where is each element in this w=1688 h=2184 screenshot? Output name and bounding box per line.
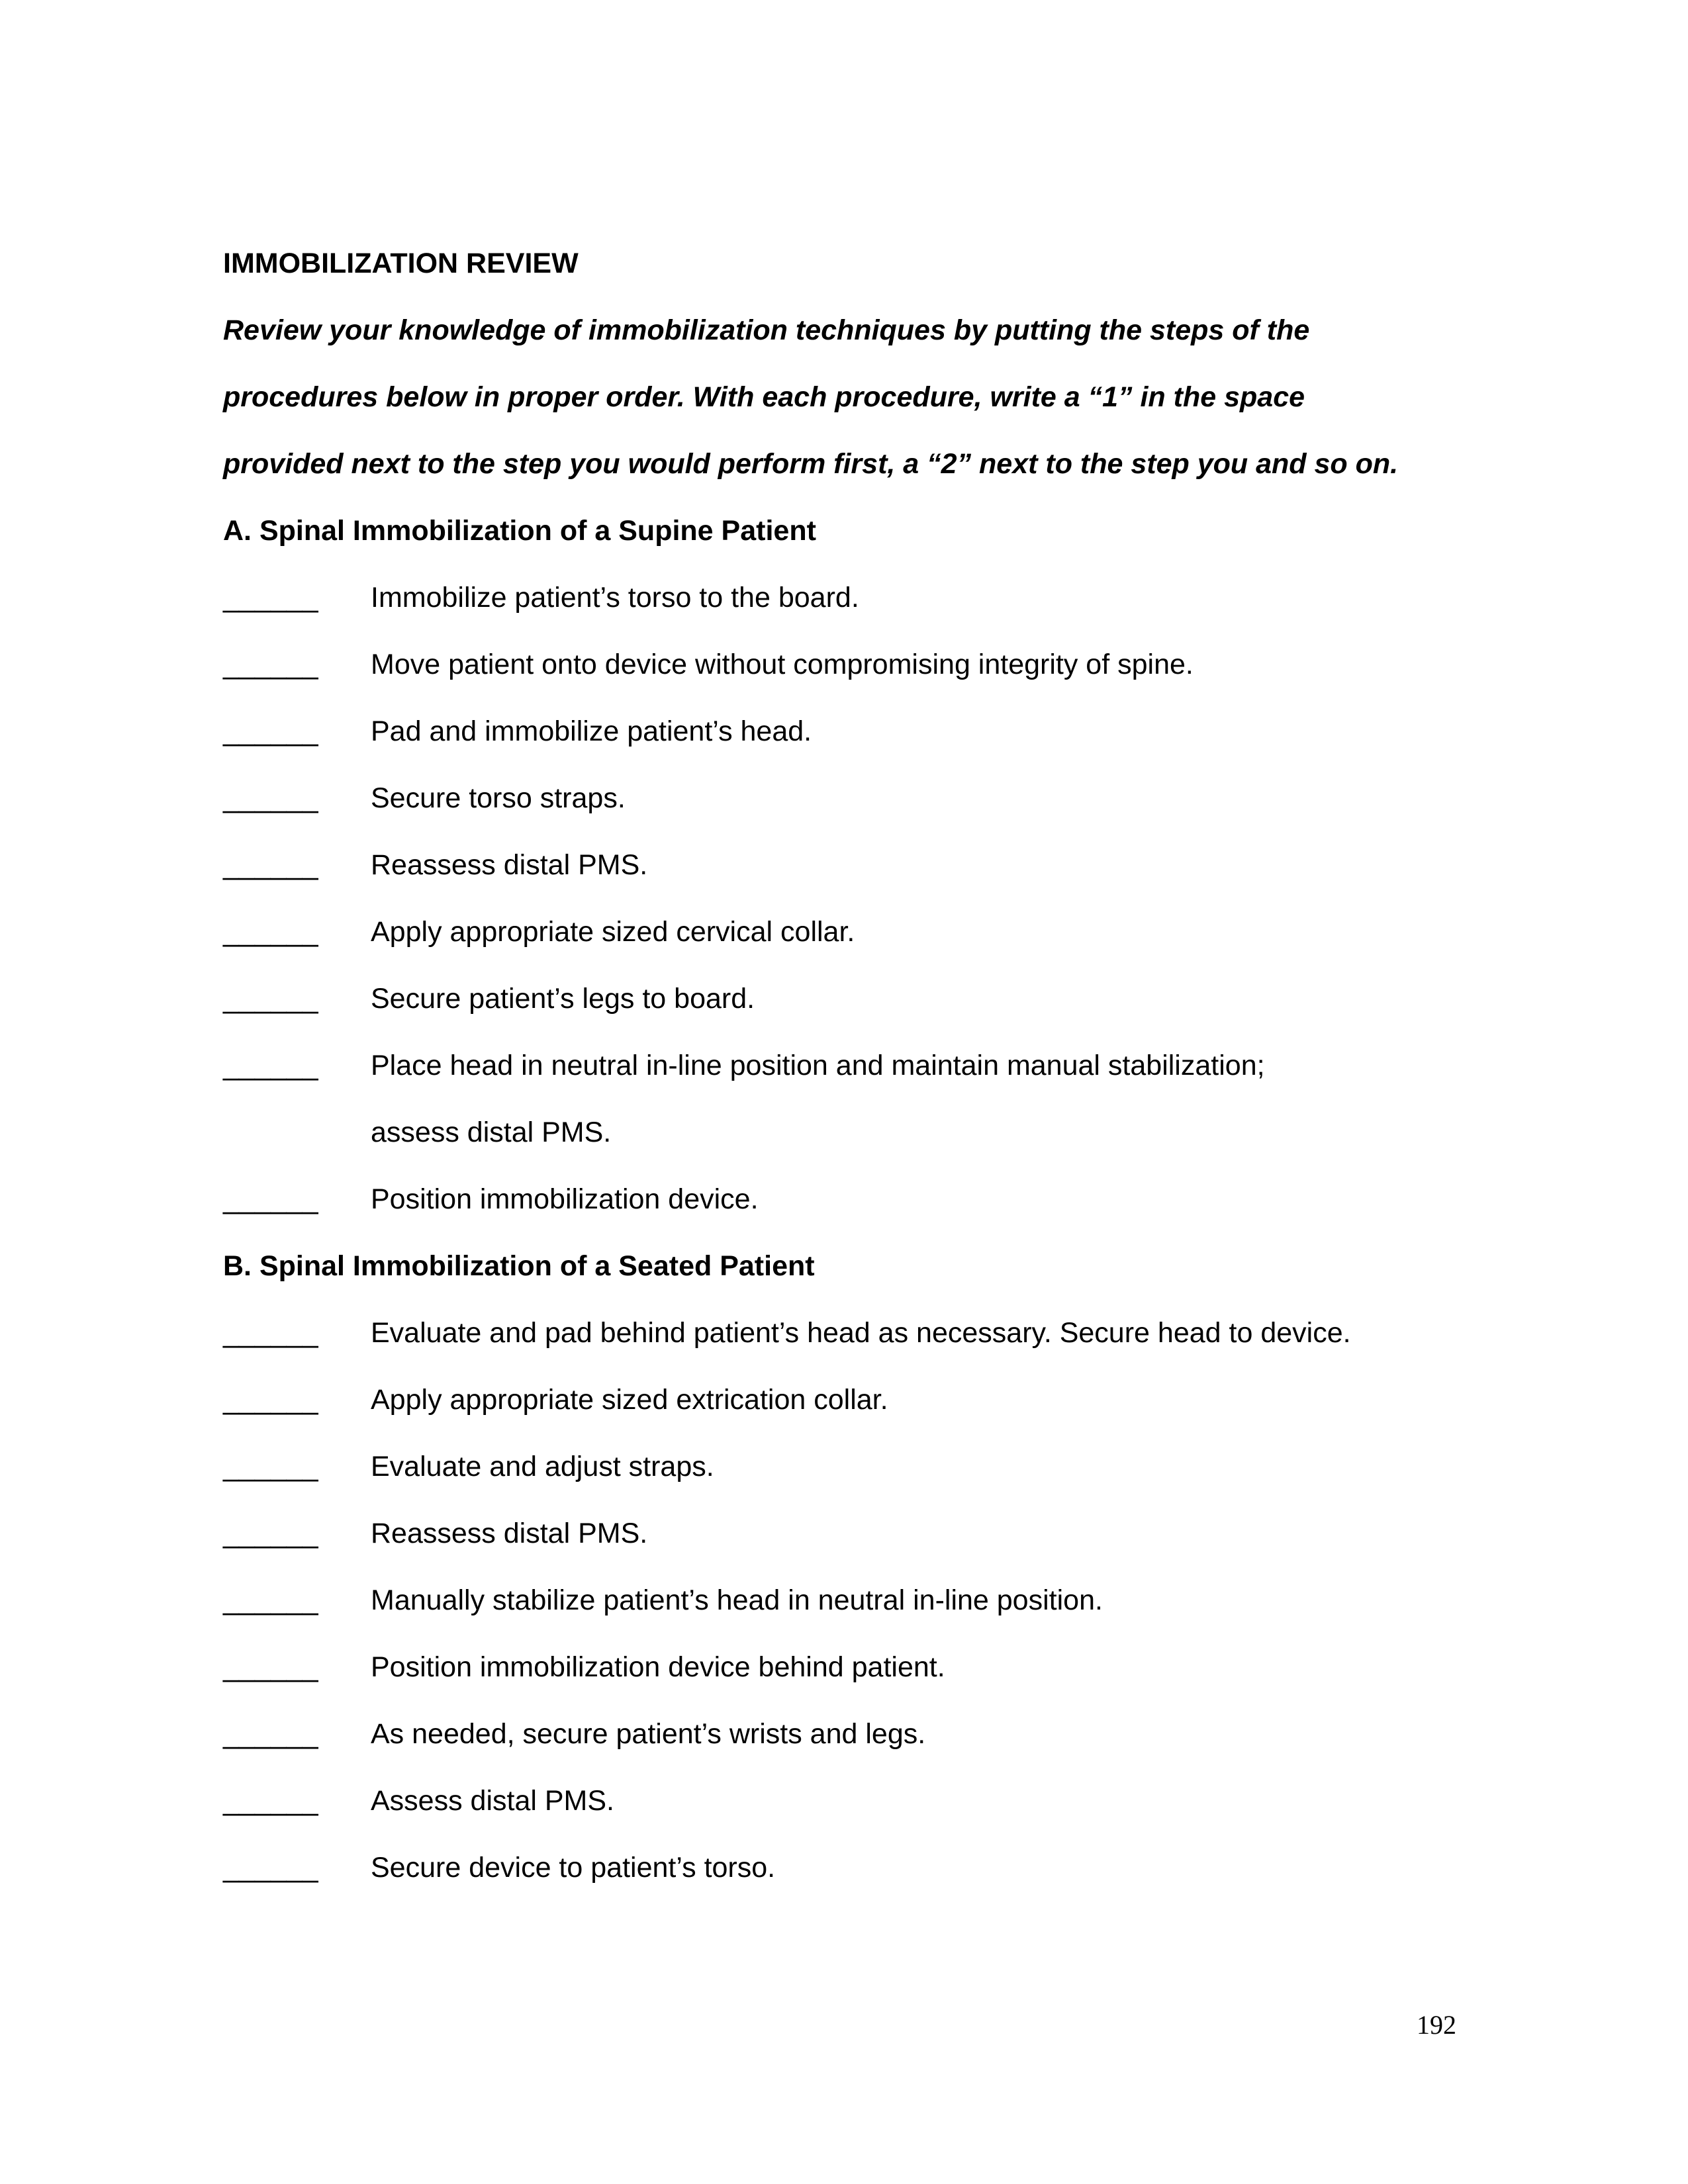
step-text: Manually stabilize patient’s head in neutral in-line position. [371, 1584, 1103, 1616]
step-text: Place head in neutral in-line position and maintain manual stabilization; [371, 1050, 1265, 1081]
step-text: Apply appropriate sized cervical collar. [371, 916, 855, 948]
step-text: As needed, secure patient’s wrists and legs. [371, 1718, 926, 1750]
section-b-step [223, 1433, 1481, 1500]
section-b-step [223, 1367, 1481, 1433]
answer-blank[interactable]: ______ [223, 1451, 318, 1482]
section-a-step [223, 631, 1481, 698]
step-text: Secure device to patient’s torso. [371, 1852, 776, 1884]
answer-blank[interactable]: ______ [223, 1852, 318, 1884]
step-text: Secure patient’s legs to board. [371, 983, 755, 1015]
step-text: Evaluate and adjust straps. [371, 1451, 714, 1482]
answer-blank[interactable]: ______ [223, 1584, 318, 1616]
section-a-step [223, 899, 1481, 966]
instructions-line: Review your knowledge of immobilization techniques by putting the steps of the [223, 314, 1310, 346]
section-a-step [223, 765, 1481, 832]
section-b-step [223, 1701, 1481, 1768]
section-a-step-continuation [223, 1099, 1481, 1166]
step-text: Reassess distal PMS. [371, 849, 648, 881]
step-text: Position immobilization device. [371, 1183, 759, 1215]
section-b-step [223, 1768, 1481, 1835]
section-b-step [223, 1300, 1481, 1367]
answer-blank[interactable]: ______ [223, 782, 318, 814]
section-a-step [223, 698, 1481, 765]
page-number: 192 [1417, 2010, 1456, 2040]
worksheet [223, 230, 1481, 1901]
answer-blank[interactable]: ______ [223, 1317, 318, 1349]
step-text: Position immobilization device behind patient. [371, 1651, 945, 1683]
section-b-step [223, 1500, 1481, 1567]
answer-blank[interactable]: ______ [223, 1050, 318, 1081]
step-text: Pad and immobilize patient’s head. [371, 715, 812, 747]
section-a-step [223, 565, 1481, 631]
answer-blank[interactable]: ______ [223, 1518, 318, 1549]
answer-blank[interactable]: ______ [223, 1183, 318, 1215]
answer-blank[interactable]: ______ [223, 849, 318, 881]
step-text: Reassess distal PMS. [371, 1518, 648, 1549]
step-text: Assess distal PMS. [371, 1785, 614, 1817]
step-text: Evaluate and pad behind patient’s head as necessary. Secure head to device. [371, 1317, 1351, 1349]
answer-blank[interactable]: ______ [223, 1651, 318, 1683]
section-b-heading: B. Spinal Immobilization of a Seated Patient [223, 1250, 815, 1282]
answer-blank[interactable]: ______ [223, 916, 318, 948]
section-b-step [223, 1634, 1481, 1701]
answer-blank[interactable]: ______ [223, 715, 318, 747]
section-a-heading: A. Spinal Immobilization of a Supine Patient [223, 515, 816, 547]
answer-blank[interactable]: ______ [223, 1785, 318, 1817]
step-text: Move patient onto device without compromising integrity of spine. [371, 649, 1194, 680]
section-a-step [223, 1166, 1481, 1233]
step-text: Apply appropriate sized extrication collar. [371, 1384, 888, 1416]
answer-blank[interactable]: ______ [223, 1718, 318, 1750]
answer-blank[interactable]: ______ [223, 649, 318, 680]
step-text: Immobilize patient’s torso to the board. [371, 582, 859, 614]
section-b-step [223, 1835, 1481, 1901]
section-a-step [223, 966, 1481, 1032]
answer-blank[interactable]: ______ [223, 1384, 318, 1416]
section-a-step [223, 832, 1481, 899]
section-a-step [223, 1032, 1481, 1099]
page-title: IMMOBILIZATION REVIEW [223, 248, 579, 279]
section-b-step [223, 1567, 1481, 1634]
answer-blank[interactable]: ______ [223, 582, 318, 614]
step-text: Secure torso straps. [371, 782, 626, 814]
instructions-line: provided next to the step you would perform first, a “2” next to the step you and so on. [223, 448, 1399, 480]
step-text-continuation: assess distal PMS. [371, 1116, 612, 1148]
instructions-line: procedures below in proper order. With each procedure, write a “1” in the space [223, 381, 1305, 413]
answer-blank[interactable]: ______ [223, 983, 318, 1015]
